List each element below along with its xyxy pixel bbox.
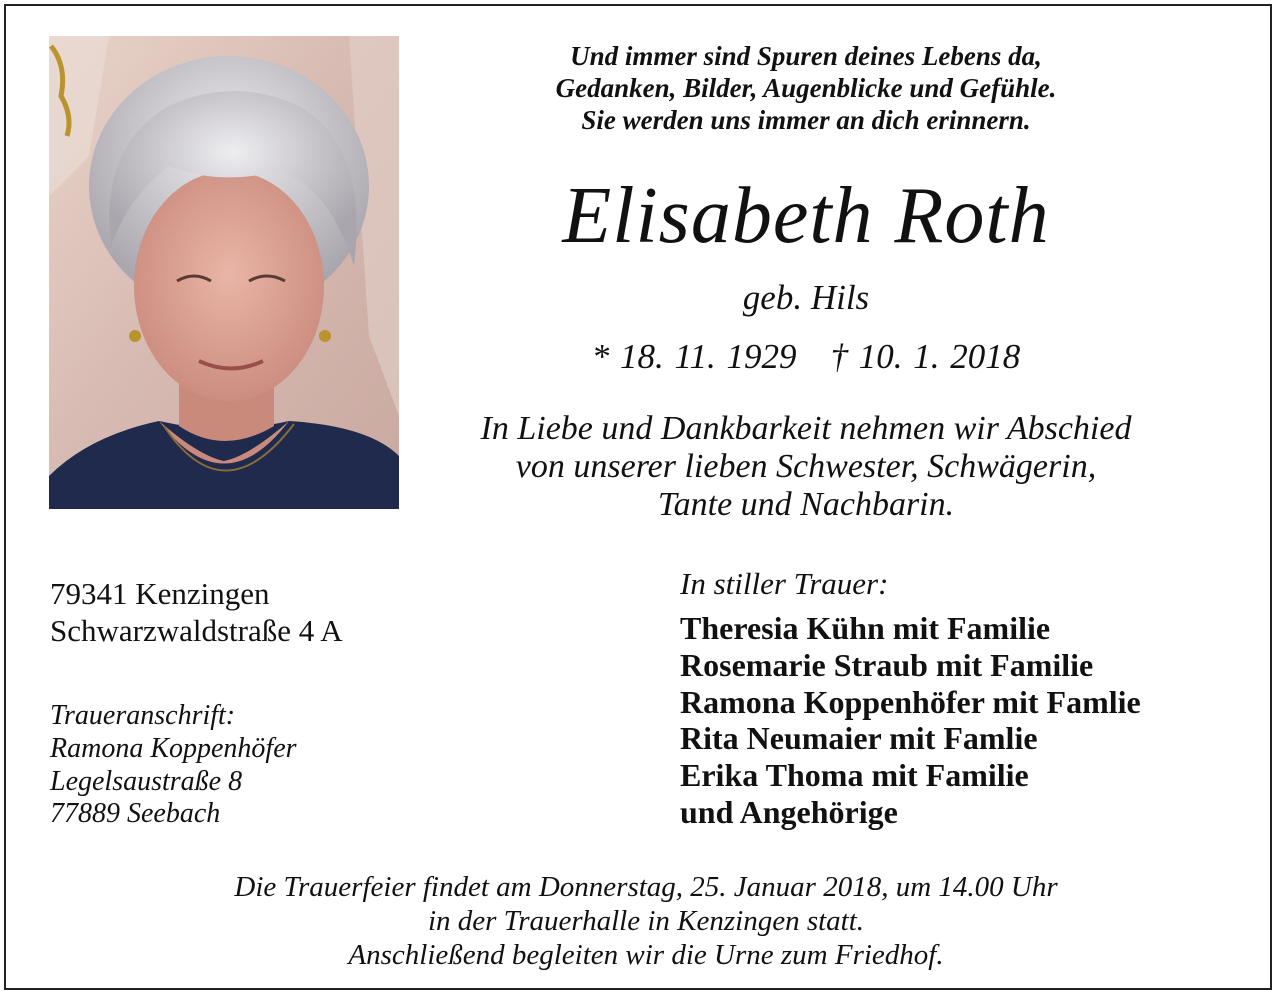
- address-street: Schwarzwaldstraße 4 A: [50, 613, 343, 649]
- verse-line: Und immer sind Spuren deines Lebens da,: [570, 41, 1042, 71]
- farewell-line: von unserer lieben Schwester, Schwägerin,: [515, 448, 1097, 486]
- memorial-verse: [416, 40, 1196, 136]
- mourning-address-line: 77889 Seebach: [50, 798, 221, 830]
- mourner-name: Theresia Kühn mit Familie: [680, 610, 1051, 646]
- farewell-line: Tante und Nachbarin.: [657, 486, 955, 524]
- mourning-address-line: Legelsaustraße 8: [50, 765, 243, 797]
- mourner-name: Rita Neumaier mit Famlie: [680, 720, 1038, 757]
- mourners-list: [680, 610, 1260, 831]
- residence-address: [50, 575, 570, 649]
- mourner-name: Ramona Koppenhöfer mit Famlie: [680, 683, 1141, 720]
- mourning-address-label: Traueranschrift:: [50, 700, 236, 731]
- birth-date: * 18. 11. 1929: [591, 337, 797, 376]
- life-dates: [416, 337, 1196, 377]
- mourning-address-line: Ramona Koppenhöfer: [50, 732, 297, 764]
- ceremony-line: in der Trauerhalle in Kenzingen statt.: [427, 905, 865, 938]
- deceased-name: Elisabeth Roth: [562, 172, 1050, 260]
- farewell-line: In Liebe und Dankbarkeit nehmen wir Abschied: [480, 410, 1132, 447]
- farewell-text: [396, 410, 1216, 524]
- death-date: † 10. 1. 2018: [830, 337, 1021, 376]
- mourners-heading: In stiller Trauer:: [680, 566, 889, 601]
- address-city: 79341 Kenzingen: [50, 576, 270, 611]
- mourner-name: und Angehörige: [680, 793, 898, 830]
- mourner-name: Erika Thoma mit Familie: [680, 757, 1029, 794]
- ceremony-notice: [66, 870, 1226, 973]
- mourner-name: Rosemarie Straub mit Familie: [680, 646, 1094, 683]
- mourning-address: [50, 700, 570, 831]
- portrait-photo: [49, 36, 399, 509]
- obituary-frame: [4, 4, 1272, 990]
- verse-line: Gedanken, Bilder, Augenblicke und Gefühle.: [555, 73, 1057, 104]
- verse-line: Sie werden uns immer an dich erinnern.: [581, 105, 1031, 136]
- ceremony-line: Die Trauerfeier findet am Donnerstag, 25. Januar 2018, um 14.00 Uhr: [234, 871, 1058, 903]
- ceremony-line: Anschließend begleiten wir die Urne zum Friedhof.: [348, 939, 944, 972]
- maiden-name: geb. Hils: [742, 278, 870, 317]
